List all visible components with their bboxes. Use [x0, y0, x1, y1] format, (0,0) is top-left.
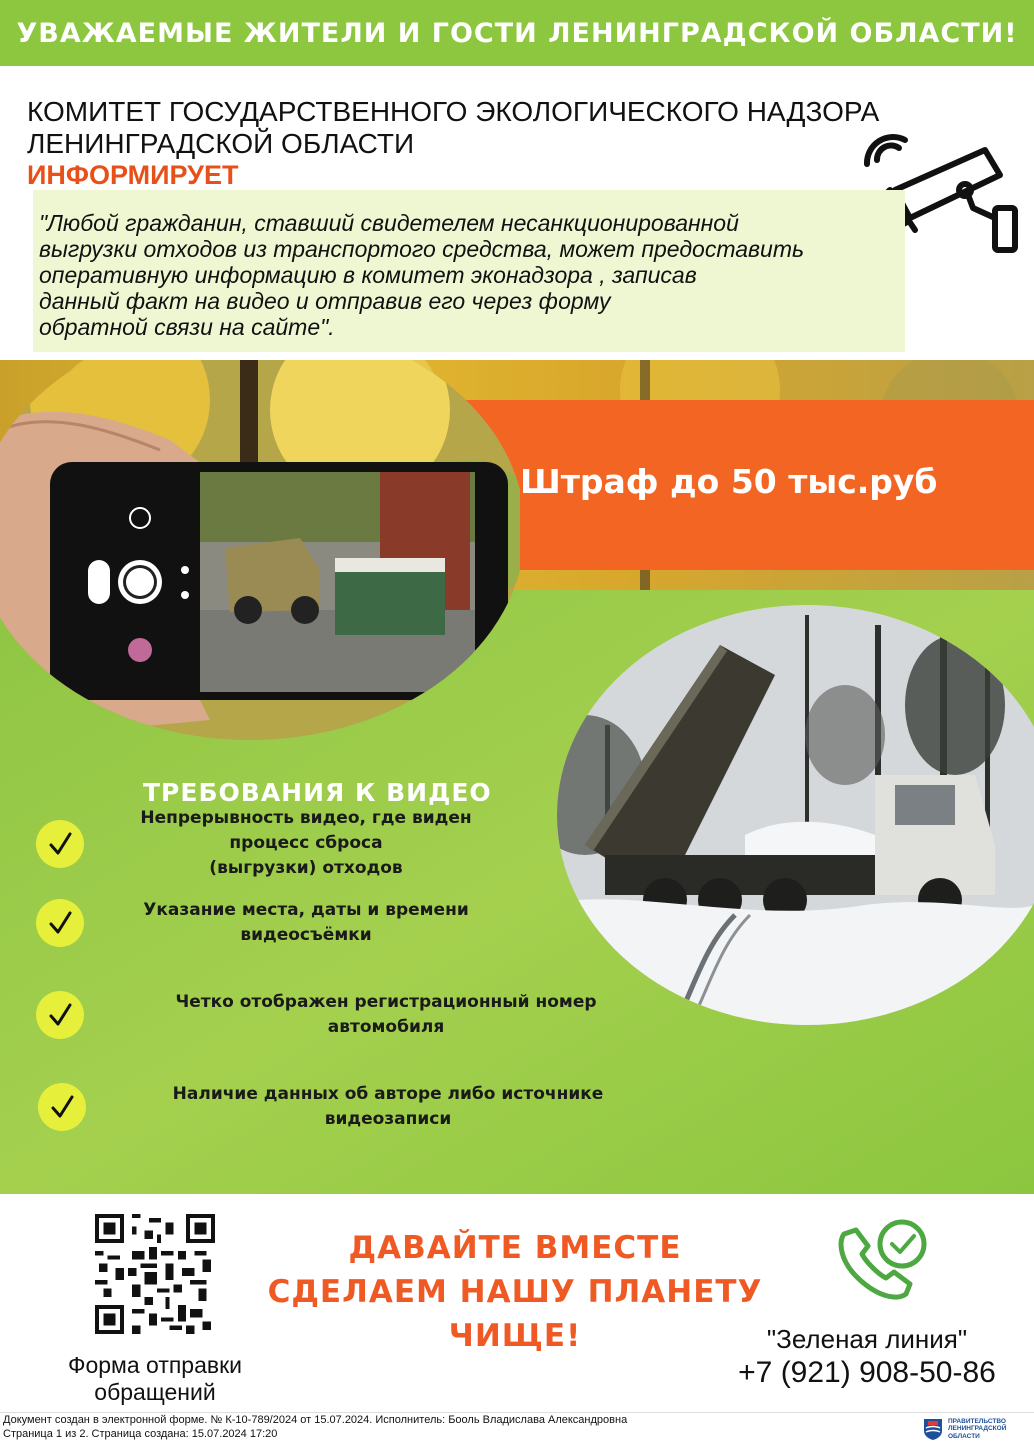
government-logo-text: ПРАВИТЕЛЬСТВО ЛЕНИНГРАДСКОЙ ОБЛАСТИ [948, 1417, 1007, 1440]
requirement-item [36, 898, 506, 948]
check-icon [36, 991, 84, 1039]
committee-informs: ИНФОРМИРУЕТ [27, 160, 239, 190]
quote-box [33, 190, 905, 352]
hotline-name: "Зеленая линия" [766, 1324, 968, 1354]
check-icon [36, 820, 84, 868]
phone-recording-photo [0, 360, 520, 740]
requirement-text: Указание места, даты и времени видеосъёмки [143, 900, 469, 945]
phone-check-icon [830, 1212, 938, 1304]
document-info-line-1: Документ создан в электронной форме. № К-10-789/2024 от 15.07.2024. Исполнитель: Бооль Владислава Александровна [3, 1414, 628, 1426]
top-banner [0, 0, 1034, 66]
slogan: ДАВАЙТЕ ВМЕСТЕ СДЕЛАЕМ НАШУ ПЛАНЕТУ ЧИЩЕ! [267, 1230, 763, 1354]
requirement-item [36, 806, 506, 881]
document-info-line-2: Страница 1 из 2. Страница создана: 15.07.2024 17:20 [3, 1428, 278, 1440]
banner-title: УВАЖАЕМЫЕ ЖИТЕЛИ И ГОСТИ ЛЕНИНГРАДСКОЙ ОБЛАСТИ! [16, 17, 1018, 49]
requirement-text: Непрерывность видео, где виден процесс сброса (выгрузки) отходов [140, 808, 472, 878]
fine-text: Штраф до 50 тыс.руб [520, 462, 938, 501]
requirement-text: Четко отображен регистрационный номер автомобиля [175, 992, 597, 1037]
hotline-phone[interactable]: +7 (921) 908-50-86 [738, 1356, 996, 1389]
quote-text: "Любой гражданин, ставший свидетелем несанкционированной выгрузки отходов из транспортого средства, может предоставить оперативную информацию в комитет эконадзора , записав данный факт на видео и отправив его через форму обратной связи на сайте". [39, 210, 805, 340]
requirements-title: ТРЕБОВАНИЯ К ВИДЕО [143, 778, 492, 807]
qr-caption: Форма отправки обращений [67, 1352, 243, 1405]
committee-line-1: КОМИТЕТ ГОСУДАРСТВЕННОГО ЭКОЛОГИЧЕСКОГО НАДЗОРА [27, 96, 880, 127]
check-icon [36, 899, 84, 947]
coat-of-arms-icon [922, 1417, 944, 1441]
dump-truck-photo [545, 605, 1034, 1025]
committee-line-2: ЛЕНИНГРАДСКОЙ ОБЛАСТИ [27, 128, 415, 159]
requirement-item [38, 1082, 668, 1132]
committee-heading [27, 96, 927, 190]
government-logo [922, 1417, 1006, 1441]
qr-code[interactable] [95, 1214, 215, 1334]
check-icon [38, 1083, 86, 1131]
requirement-item [36, 990, 666, 1040]
requirement-text: Наличие данных об авторе либо источнике видеозаписи [172, 1084, 604, 1129]
